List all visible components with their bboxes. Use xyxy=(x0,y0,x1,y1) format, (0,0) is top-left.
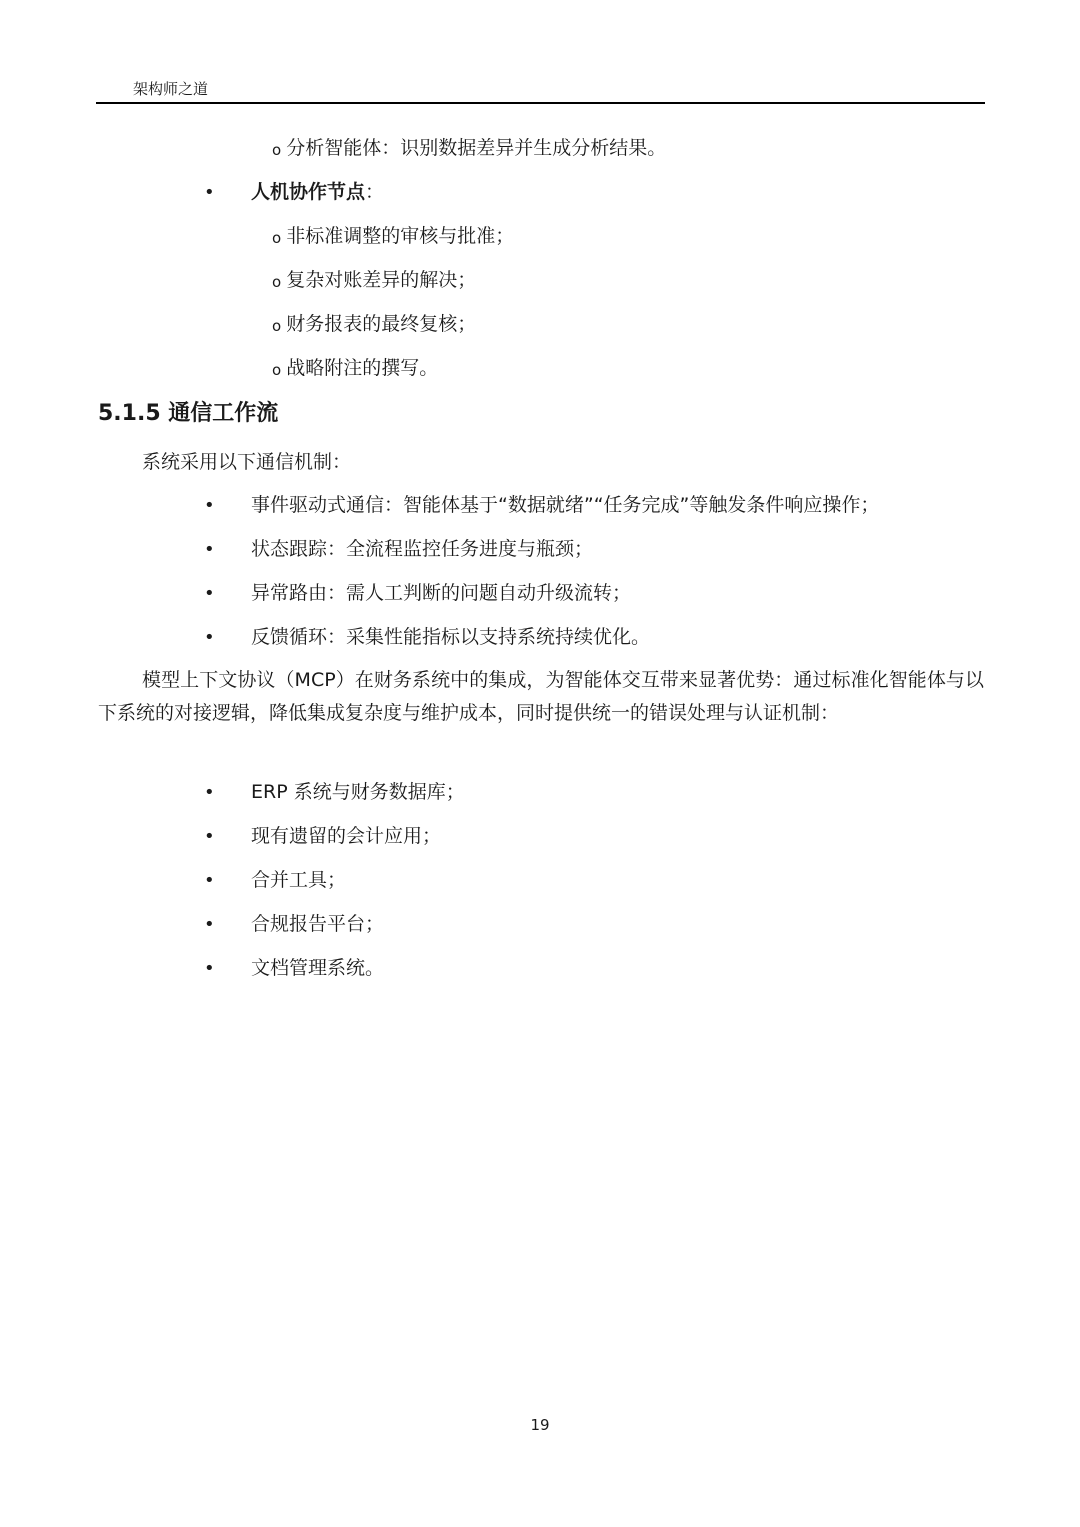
system-item: ERP 系统与财务数据库； xyxy=(251,781,465,803)
sub-list-item xyxy=(272,224,514,249)
bullet-icon: • xyxy=(204,958,215,979)
bullet-icon: • xyxy=(204,914,215,935)
sub-item-text: 非标准调整的审核与批准； xyxy=(286,225,515,247)
sub-bullet-icon: o xyxy=(272,229,282,247)
bullet-icon: • xyxy=(204,627,215,648)
sub-item-text: 财务报表的最终复核； xyxy=(286,313,477,335)
sub-item-text: 复杂对账差异的解决； xyxy=(286,269,477,291)
sub-item-text: 分析智能体：识别数据差异并生成分析结果。 xyxy=(286,137,667,159)
sub-bullet-icon: o xyxy=(272,317,282,335)
bullet-icon: • xyxy=(204,539,215,560)
mcp-paragraph: 模型上下文协议（MCP）在财务系统中的集成，为智能体交互带来显著优势：通过标准化智能体与以下系统的对接逻辑，降低集成复杂度与维护成本，同时提供统一的错误处理与认证机制： xyxy=(98,669,984,724)
sub-list-item xyxy=(272,136,666,161)
system-item: 合规报告平台； xyxy=(251,913,385,935)
bullet-icon: • xyxy=(204,583,215,604)
human-node-label: 人机协作节点 xyxy=(251,181,366,203)
human-node-colon: ： xyxy=(365,181,385,203)
sub-bullet-icon: o xyxy=(272,361,282,379)
bullet-icon: • xyxy=(204,826,215,847)
mechanism-item: 异常路由：需人工判断的问题自动升级流转； xyxy=(251,582,632,604)
section-intro: 系统采用以下通信机制： xyxy=(142,451,352,473)
sub-item-text: 战略附注的撰写。 xyxy=(286,357,439,379)
system-item: 合并工具； xyxy=(251,869,347,891)
sub-list-item xyxy=(272,268,476,293)
bullet-icon: • xyxy=(204,870,215,891)
bullet-icon: • xyxy=(204,782,215,803)
sub-bullet-icon: o xyxy=(272,141,282,159)
mechanism-item: 状态跟踪：全流程监控任务进度与瓶颈； xyxy=(251,538,594,560)
sub-list-item xyxy=(272,312,476,337)
bullet-icon: • xyxy=(204,495,215,516)
bullet-item-human-node xyxy=(251,180,384,204)
page-number: 19 xyxy=(530,1416,550,1434)
sub-list-item xyxy=(272,356,438,381)
section-heading: 5.1.5 通信工作流 xyxy=(98,401,279,426)
header-rule xyxy=(96,102,985,104)
mechanism-item: 事件驱动式通信：智能体基于“数据就绪”“任务完成”等触发条件响应操作； xyxy=(251,494,880,516)
mechanism-item: 反馈循环：采集性能指标以支持系统持续优化。 xyxy=(251,626,651,648)
sub-bullet-icon: o xyxy=(272,273,282,291)
bullet-icon: • xyxy=(204,182,215,203)
system-item: 文档管理系统。 xyxy=(251,957,385,979)
running-header: 架构师之道 xyxy=(133,80,209,98)
system-item: 现有遗留的会计应用； xyxy=(251,825,442,847)
